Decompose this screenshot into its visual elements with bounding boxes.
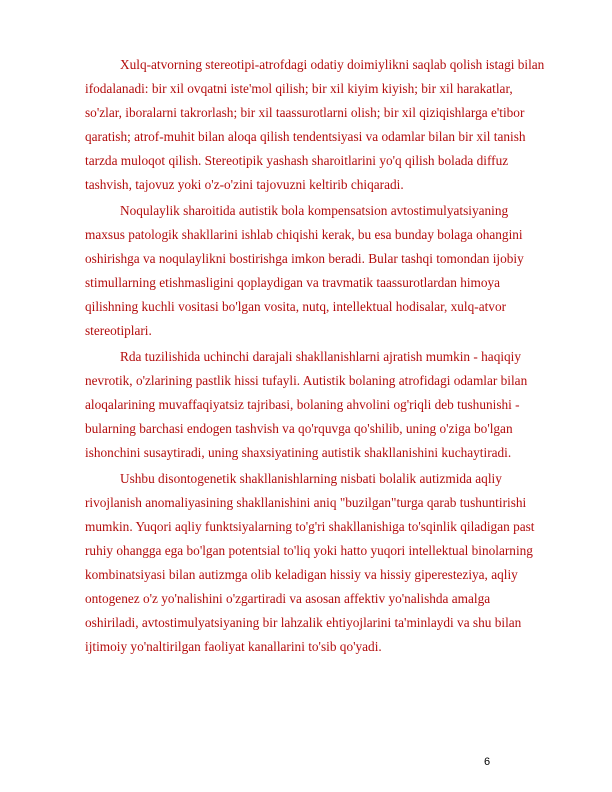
text-line: Rda tuzilishida uchinchi darajali shakllanishlarni ajratish mumkin - haqiqiy xyxy=(120,349,522,364)
text-line: tashvish, tajovuz yoki o'z-o'zini tajovuzni keltirib chiqaradi. xyxy=(85,177,404,192)
text-line: rivojlanish anomaliyasining shakllanishini aniq "buzilgan"turga qarab tushuntirishi xyxy=(85,495,527,510)
text-line: tarzda muloqot qilish. Stereotipik yashash sharoitlarini yo'q qilish bolada diffuz xyxy=(85,153,509,168)
text-line: stereotiplari. xyxy=(85,323,152,338)
text-line: oshiriladi, avtostimulyatsiyaning bir lahzalik ehtiyojlarini ta'minlaydi va shu bilan xyxy=(85,615,522,630)
body-text xyxy=(85,53,571,659)
text-line: ijtimoiy yo'naltirilgan faoliyat kanallarini to'sib qo'yadi. xyxy=(85,639,382,654)
text-line: so'zlar, iboralarni takrorlash; bir xil taassurotlarni olish; bir xil qiziqishlarga e'tibor xyxy=(85,105,525,120)
text-line: stimullarning etishmasligini qoplaydigan va travmatik taassurotlardan himoya xyxy=(85,275,501,290)
text-line: ruhiy ohangga ega bo'lgan potentsial to'liq yoki hatto yuqori intellektual binolarning xyxy=(85,543,533,558)
page-number: 6 xyxy=(484,756,491,768)
text-line: oshirishga va noqulaylikni bostirishga imkon beradi. Bular tashqi tomondan ijobiy xyxy=(85,251,524,266)
text-line: Ushbu disontogenetik shakllanishlarning nisbati bolalik autizmida aqliy xyxy=(120,471,502,486)
text-line: nevrotik, o'zlarining pastlik hissi tufayli. Autistik bolaning atrofidagi odamlar bilan xyxy=(85,373,528,388)
text-line: aloqalarining muvaffaqiyatsiz tajribasi, bolaning ahvolini og'riqli deb tushunishi - xyxy=(85,397,520,412)
text-line: qaratish; atrof-muhit bilan aloqa qilish tendentsiyasi va odamlar bilan bir xil tanish xyxy=(85,129,526,144)
text-line: ontogenez o'z yo'nalishini o'zgartiradi va asosan affektiv yo'nalishda amalga xyxy=(85,591,491,606)
paragraph xyxy=(85,53,571,197)
text-line: mumkin. Yuqori aqliy funktsiyalarning to'g'ri shakllanishiga to'sqinlik qiladigan past xyxy=(85,519,535,534)
text-line: Xulq-atvorning stereotipi-atrofdagi odatiy doimiylikni saqlab qolish istagi bilan xyxy=(120,57,545,72)
text-line: qilishning kuchli vositasi bo'lgan vosita, nutq, intellektual hodisalar, xulq-atvor xyxy=(85,299,507,314)
paragraph xyxy=(85,345,571,465)
paragraph xyxy=(85,467,571,659)
text-line: kombinatsiyasi bilan autizmga olib keladigan hissiy va hissiy giperesteziya, aqliy xyxy=(85,567,518,582)
text-line: bularning barchasi endogen tashvish va qo'rquvga qo'shilib, uning o'ziga bo'lgan xyxy=(85,421,513,436)
text-line: Noqulaylik sharoitida autistik bola kompensatsion avtostimulyatsiyaning xyxy=(120,203,509,218)
text-line: ifodalanadi: bir xil ovqatni iste'mol qilish; bir xil kiyim kiyish; bir xil harakatlar, xyxy=(85,81,513,96)
text-line: ishonchini susaytiradi, uning shaxsiyatining autistik shakllanishini kuchaytiradi. xyxy=(85,445,512,460)
paragraph xyxy=(85,199,571,343)
text-line: maxsus patologik shakllarini ishlab chiqishi kerak, bu esa bunday bolaga ohangini xyxy=(85,227,523,242)
